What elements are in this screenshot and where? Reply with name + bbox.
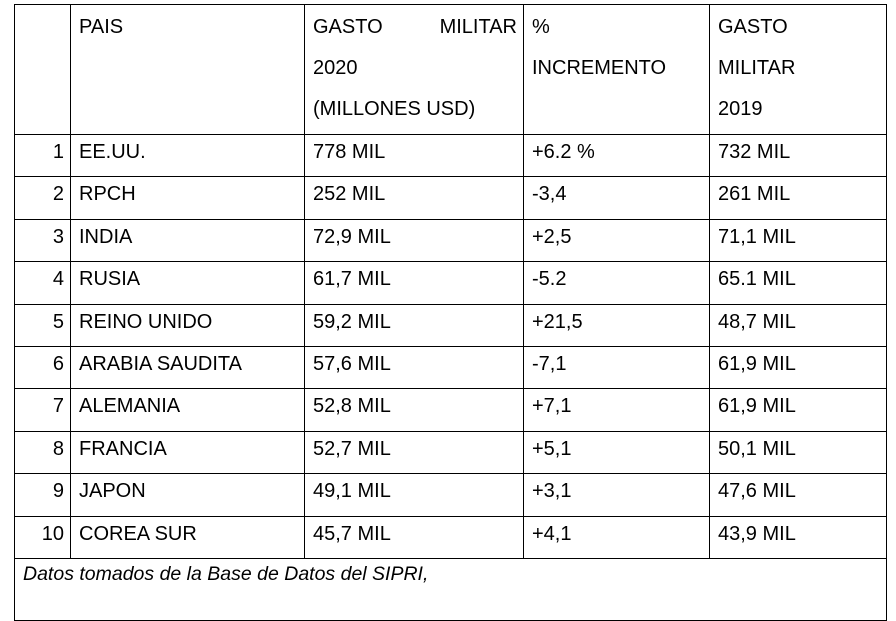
- pct-cell: -3,4: [524, 177, 710, 219]
- spend-2019-cell: 65.1 MIL: [710, 262, 887, 304]
- table-row: [15, 304, 887, 346]
- footnote-row: [15, 558, 887, 620]
- spend-2020-cell: 45,7 MIL: [305, 516, 524, 558]
- source-footnote: Datos tomados de la Base de Datos del SIPRI,: [15, 558, 887, 620]
- header-spend-2019: [710, 5, 887, 135]
- spend-2019-cell: 732 MIL: [710, 135, 887, 177]
- spend-2020-cell: 52,8 MIL: [305, 389, 524, 431]
- spend-2019-cell: 43,9 MIL: [710, 516, 887, 558]
- country-cell: FRANCIA: [71, 431, 305, 473]
- pct-cell: +6.2 %: [524, 135, 710, 177]
- table-row: [15, 135, 887, 177]
- pct-cell: +3,1: [524, 474, 710, 516]
- pct-cell: +21,5: [524, 304, 710, 346]
- spend-2020-cell: 778 MIL: [305, 135, 524, 177]
- country-cell: INDIA: [71, 219, 305, 261]
- header-spend-2020: [305, 5, 524, 135]
- rank-cell: 8: [15, 431, 71, 473]
- spend-2020-cell: 72,9 MIL: [305, 219, 524, 261]
- country-cell: COREA SUR: [71, 516, 305, 558]
- rank-cell: 10: [15, 516, 71, 558]
- country-cell: EE.UU.: [71, 135, 305, 177]
- spend-2020-cell: 252 MIL: [305, 177, 524, 219]
- country-cell: REINO UNIDO: [71, 304, 305, 346]
- header-spend-2020-unit: (MILLONES USD): [313, 98, 476, 120]
- pct-cell: +2,5: [524, 219, 710, 261]
- pct-cell: +5,1: [524, 431, 710, 473]
- rank-cell: 5: [15, 304, 71, 346]
- military-spending-table: [14, 4, 887, 621]
- header-spend-2020-word2: MILITAR: [439, 16, 517, 38]
- rank-cell: 7: [15, 389, 71, 431]
- pct-cell: -5.2: [524, 262, 710, 304]
- spend-2020-cell: 59,2 MIL: [305, 304, 524, 346]
- spend-2020-cell: 52,7 MIL: [305, 431, 524, 473]
- header-spend-2019-year: 2019: [718, 98, 763, 120]
- spend-2020-cell: 57,6 MIL: [305, 346, 524, 388]
- spend-2019-cell: 47,6 MIL: [710, 474, 887, 516]
- header-spend-2020-year: 2020: [313, 57, 358, 79]
- header-pct-label: INCREMENTO: [532, 57, 667, 79]
- spend-2020-cell: 49,1 MIL: [305, 474, 524, 516]
- header-country: [71, 5, 305, 135]
- country-cell: JAPON: [71, 474, 305, 516]
- spend-2019-cell: 71,1 MIL: [710, 219, 887, 261]
- spend-2019-cell: 48,7 MIL: [710, 304, 887, 346]
- spend-2019-cell: 61,9 MIL: [710, 389, 887, 431]
- table-row: [15, 474, 887, 516]
- pct-cell: -7,1: [524, 346, 710, 388]
- country-cell: RPCH: [71, 177, 305, 219]
- header-rank: [15, 5, 71, 135]
- spend-2019-cell: 61,9 MIL: [710, 346, 887, 388]
- header-row: [15, 5, 887, 135]
- header-spend-2020-word1: GASTO: [313, 16, 383, 38]
- spend-2019-cell: 261 MIL: [710, 177, 887, 219]
- table-row: [15, 431, 887, 473]
- rank-cell: 6: [15, 346, 71, 388]
- header-spend-2019-word1: GASTO: [718, 16, 788, 38]
- table-row: [15, 346, 887, 388]
- rank-cell: 4: [15, 262, 71, 304]
- rank-cell: 2: [15, 177, 71, 219]
- rank-cell: 9: [15, 474, 71, 516]
- table-row: [15, 219, 887, 261]
- country-cell: ALEMANIA: [71, 389, 305, 431]
- header-country-label: PAIS: [79, 16, 124, 38]
- table-row: [15, 262, 887, 304]
- header-pct-symbol: %: [532, 16, 550, 38]
- table-row: [15, 516, 887, 558]
- spend-2019-cell: 50,1 MIL: [710, 431, 887, 473]
- header-spend-2019-word2: MILITAR: [718, 57, 796, 79]
- country-cell: ARABIA SAUDITA: [71, 346, 305, 388]
- spend-2020-cell: 61,7 MIL: [305, 262, 524, 304]
- country-cell: RUSIA: [71, 262, 305, 304]
- pct-cell: +4,1: [524, 516, 710, 558]
- header-pct: [524, 5, 710, 135]
- table-row: [15, 389, 887, 431]
- rank-cell: 1: [15, 135, 71, 177]
- table-row: [15, 177, 887, 219]
- pct-cell: +7,1: [524, 389, 710, 431]
- rank-cell: 3: [15, 219, 71, 261]
